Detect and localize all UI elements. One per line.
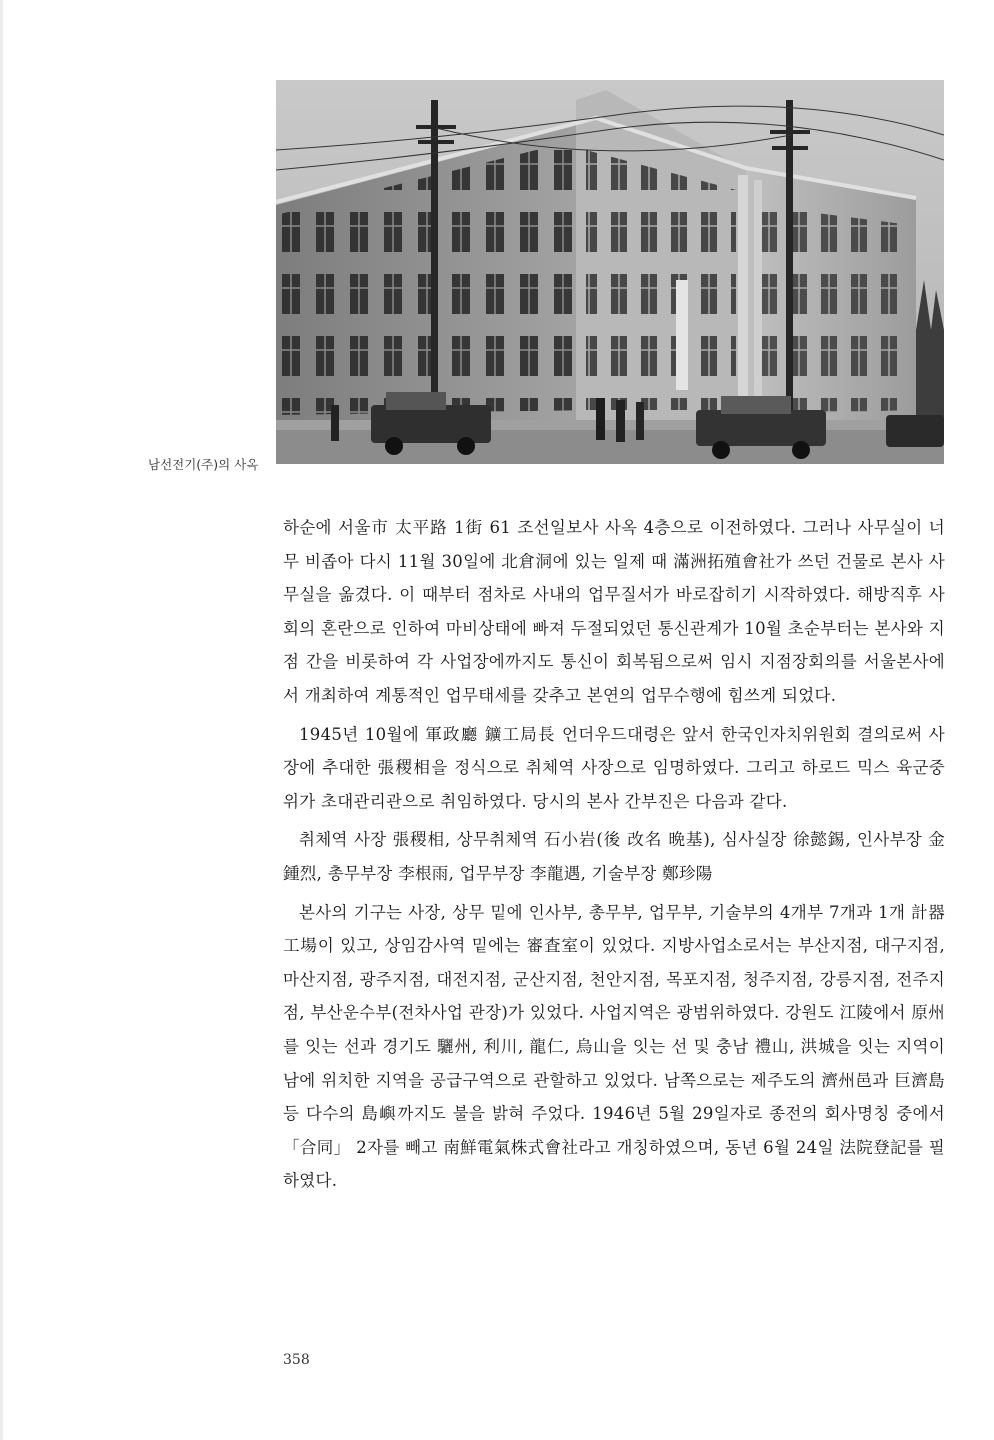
paragraph-1: 하순에 서울市 太平路 1街 61 조선일보사 사옥 4층으로 이전하였다. 그러나 사무실이 너무 비좁아 다시 11월 30일에 北倉洞에 있는 일제 때 滿洲拓殖會社가 쓰던 건물로 본사 사무실을 옮겼다. 이 때부터 점차로 사내의 업무질서가 바로잡히기 시작하였다. 해방직후 사회의 혼란으로 인하여 마비상태에 빠져 두절되었던 통신관계가 10월 초순부터는 본사와 지점 간을 비롯하여 각 사업장에까지도 통신이 회복됨으로써 임시 지점장회의를 서울본사에서 개최하여 계통적인 업무태세를 갖추고 본연의 업무수행에 힘쓰게 되었다.: [283, 518, 945, 705]
binding-edge: [0, 0, 3, 1440]
paragraph-2: 1945년 10월에 軍政廳 鑛工局長 언더우드대령은 앞서 한국인자치위원회 결의로써 사장에 추대한 張稷相을 정식으로 취체역 사장으로 임명하였다. 그리고 하로드 믹스 육군중위가 초대관리관으로 취임하였다. 당시의 본사 간부진은 다음과 같다.: [283, 724, 945, 811]
body-text: [283, 511, 945, 1198]
page-number: 358: [283, 1352, 310, 1368]
building-illustration: [276, 80, 944, 464]
paragraph-3: 취체역 사장 張稷相, 상무취체역 石小岩(後 改名 晩基), 심사실장 徐懿錫, 인사부장 金鍾烈, 총무부장 李根雨, 업무부장 李龍遇, 기술부장 鄭珍陽: [283, 830, 945, 883]
building-photo: [276, 80, 944, 464]
photo-caption: 남선전기(주)의 사옥: [148, 457, 259, 472]
paragraph-4: 본사의 기구는 사장, 상무 밑에 인사부, 총무부, 업무부, 기술부의 4개부 7개과 1개 計器工場이 있고, 상임감사역 밑에는 審査室이 있었다. 지방사업소로서는 부산지점, 대구지점, 마산지점, 광주지점, 대전지점, 군산지점, 천안지점, 목포지점, 청주지점, 강릉지점, 전주지점, 부산운수부(전차사업 관장)가 있었다. 사업지역은 광범위하였다. 강원도 江陵에서 原州를 잇는 선과 경기도 驪州, 利川, 龍仁, 烏山을 잇는 선 및 충남 禮山, 洪城을 잇는 지역이남에 위치한 지역을 공급구역으로 관할하고 있었다. 남쪽으로는 제주도의 濟州邑과 巨濟島 등 다수의 島嶼까지도 불을 밝혀 주었다. 1946년 5월 29일자로 종전의 회사명칭 중에서 「合同」 2자를 빼고 南鮮電氣株式會社라고 개칭하였으며, 동년 6월 24일 法院登記를 필하였다.: [283, 902, 945, 1191]
